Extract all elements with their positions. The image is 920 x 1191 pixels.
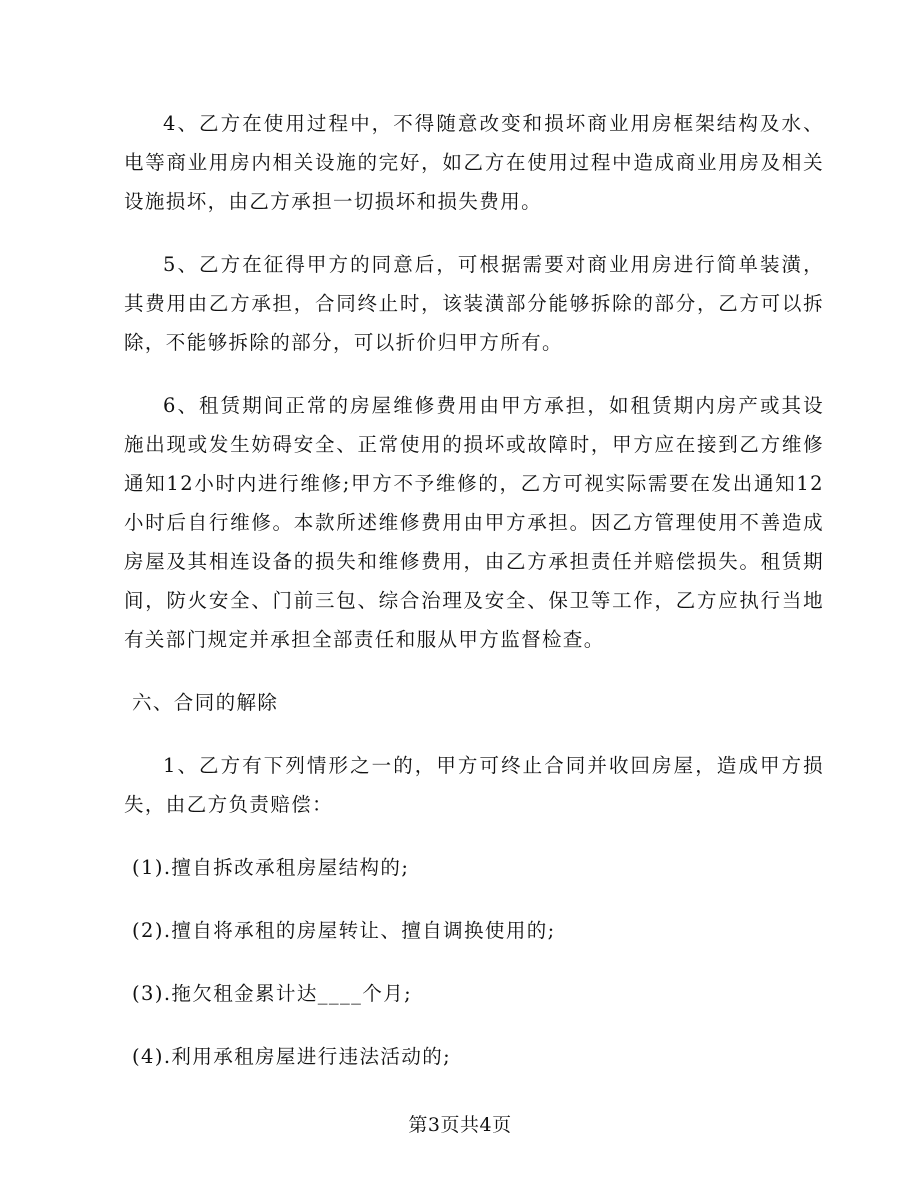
paragraph-4: 4、乙方在使用过程中，不得随意改变和损坏商业用房框架结构及水、电等商业用房内相关设施的完好，如乙方在使用过程中造成商业用房及相关设施损坏，由乙方承担一切损坏和损失费用。 [124,112,824,213]
paragraph-6: 6、租赁期间正常的房屋维修费用由甲方承担，如租赁期内房产或其设施出现或发生妨碍安全、正常使用的损坏或故障时，甲方应在接到乙方维修通知12小时内进行维修;甲方不予维修的，乙方可视实际需要在发出通知12小时后自行维修。本款所述维修费用由甲方承担。因乙方管理使用不善造成房屋及其相连设备的损失和维修费用，由乙方承担责任并赔偿损失。租赁期间，防火安全、门前三包、综合治理及安全、保卫等工作，乙方应执行当地有关部门规定并承担全部责任和服从甲方监督检查。 [124,394,824,651]
list-item: (3).拖欠租金累计达____个月; [132,982,413,1005]
document-body [124,104,824,1100]
section-heading: 六、合同的解除 [132,691,279,714]
page-footer: 第3页共4页 [408,1114,512,1136]
list-item: (1).擅自拆改承租房屋结构的; [132,856,410,879]
paragraph-5: 5、乙方在征得甲方的同意后，可根据需要对商业用房进行简单装潢，其费用由乙方承担，合同终止时，该装潢部分能够拆除的部分，乙方可以拆除，不能够拆除的部分，可以折价归甲方所有。 [124,253,824,354]
list-item: (4).利用承租房屋进行违法活动的; [132,1045,452,1068]
clause-1: 1、乙方有下列情形之一的，甲方可终止合同并收回房屋，造成甲方损失，由乙方负责赔偿： [124,754,824,816]
list-item: (2).擅自将承租的房屋转让、擅自调换使用的; [132,919,556,942]
